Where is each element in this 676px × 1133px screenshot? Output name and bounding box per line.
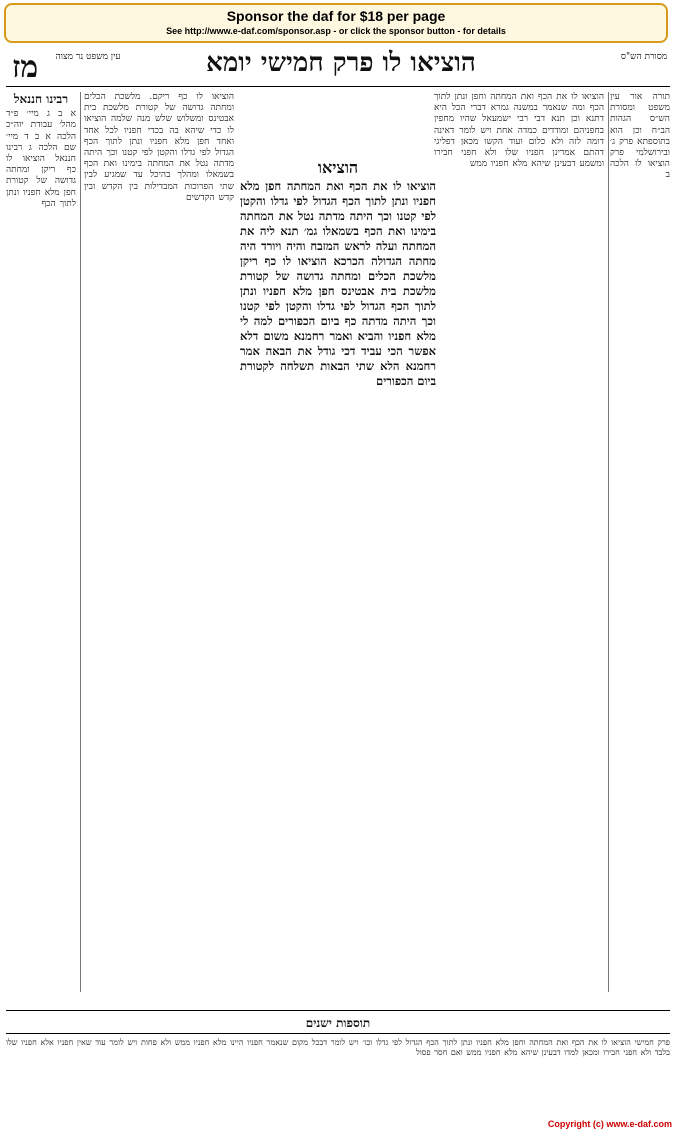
tosafot-column	[434, 92, 604, 992]
page-number: מז	[12, 50, 39, 85]
column-divider	[608, 92, 609, 992]
sponsor-subtitle[interactable]: See http://www.e-daf.com/sponsor.asp - or click the sponsor button - for details	[166, 26, 506, 36]
page-title: הוציאו לו פרק חמישי יומא	[206, 48, 476, 78]
tosafot-yeshanim-title: תוספות ישנים	[305, 1016, 371, 1030]
sponsor-title: Sponsor the daf for $18 per page	[226, 8, 446, 24]
left-margin-column	[6, 92, 76, 992]
main-gemara-column	[240, 158, 436, 878]
main-gemara-text: הוציאו לו את הכף ואת המחתה חפן מלא חפניו ונתן לתוך הכף הגדול לפי גדלו והקטן לפי קטנו וכך היתה מדתה נטל את המחתה בימינו ואת הכף בשמאלו גמ׳ תנא ליה את המחתה ועלה לראש המזבח והיה ויורד היה מחתה הגדולה הכרכא הוציאו לו כף ריקן מלשכת הכלים ומחתה גדושה של קטורת מלשכת בית אבטינס חפן מלא חפניו ונתן לתוך הכף הגדול לפי גדלו והקטן לפי קטנו וכך היתה מדתה כף ביום הכפורים למה לי מלא חפניו והביא ואמר רחמנא משום דלא אפשר הכי עביד דכי גודל את הבאה אמר רחמנא הלא שתי הבאות תשלחה לקטורת ביום הכפורים	[240, 179, 436, 388]
tosafot-yeshanim-text: פרק חמישי הוציאו לו את הכף ואת המחתה וחפן מלא חפניו ונתן לתוך הכף הגדול לפי גדלו וכו׳ ויש לומר דבכל מקום שנאמר חפניו היינו מלא חפניו ממש ולא פחות ויש לומר עוד שאין חפניו אלא חפניו שלו בלבד ולא חפני חבירו ומכאן למדו דבעינן שיהא מלא חפניו ממש ואם חסר פסול	[6, 1038, 670, 1057]
right-margin-text: תורה אור עין משפט ומסורת הש״ס הגהות הב״ח וכן הוא בתוספתא פרק ג׳ ובירושלמי פרק הוציאו לו הלכה ב	[610, 92, 670, 181]
page-header	[6, 48, 670, 84]
rashi-column	[84, 92, 234, 992]
column-divider	[80, 92, 81, 992]
rabbeinu-chananel-label: רבינו חננאל	[13, 92, 69, 106]
rashi-text: הוציאו לו כף ריקם. מלשכת הכלים ומחתה גדושה של קטורת מלשכת בית אבטינס ומשלוש שלש מנה שלמה הוציאו לו כדי שיהא בה בכדי חפניו לכל אחד ואחד חפן מלא חפניו ונתן לתוך הכף הגדול לפי גדלו והקטן לפי קטנו וכך היתה מדתה נטל את המחתה בימינו ואת הכף בשמאלו ומהלך בהיכל עד שמגיע לבין שתי הפרוכות המבדילות בין הקדש ובין קדש הקדשים	[84, 92, 234, 203]
talmud-page	[6, 48, 670, 1118]
tosafot-yeshanim-column	[6, 1038, 670, 1108]
main-heading: הוציאו	[317, 158, 359, 177]
tosafot-text: הוציאו לו את הכף ואת המחתה וחפן ונתן לתוך הכף ומה שנאמר במשנה גמרא דברי הכל היא דתנא וכן תנא דבי רבי ישמעאל שהיו מחפין בחפניהם ומודדים כמדה אחת ויש לומר דאינה דומה לזה ולא כלום ועוד הקשו מכאן דפליגי דהתם אמרינן חפניו שלו ולא חפני חבירו ומשמע דבעינן שיהא מלא חפניו ממש	[434, 92, 604, 170]
bottom-divider	[6, 1033, 670, 1034]
right-margin-column	[610, 92, 670, 992]
header-divider	[6, 86, 670, 87]
ein-mishpat-header: עין משפט נר מצוה	[55, 52, 121, 62]
mesorat-hashas-header: מסורת הש"ס	[620, 52, 668, 62]
left-margin-text: א ב ג מיי׳ פ״ד מהל׳ עבודת יוה״כ הלכה א ב ד מיי׳ שם הלכה ג רבינו חננאל הוציאו לו כף ריקן ומחתה גדושה של קטורת חפן מלא חפניו ונתן לתוך הכף	[6, 109, 76, 209]
copyright-link[interactable]: Copyright (c) www.e-daf.com	[547, 1119, 672, 1129]
bottom-divider	[6, 1010, 670, 1011]
sponsor-banner[interactable]	[4, 3, 668, 43]
